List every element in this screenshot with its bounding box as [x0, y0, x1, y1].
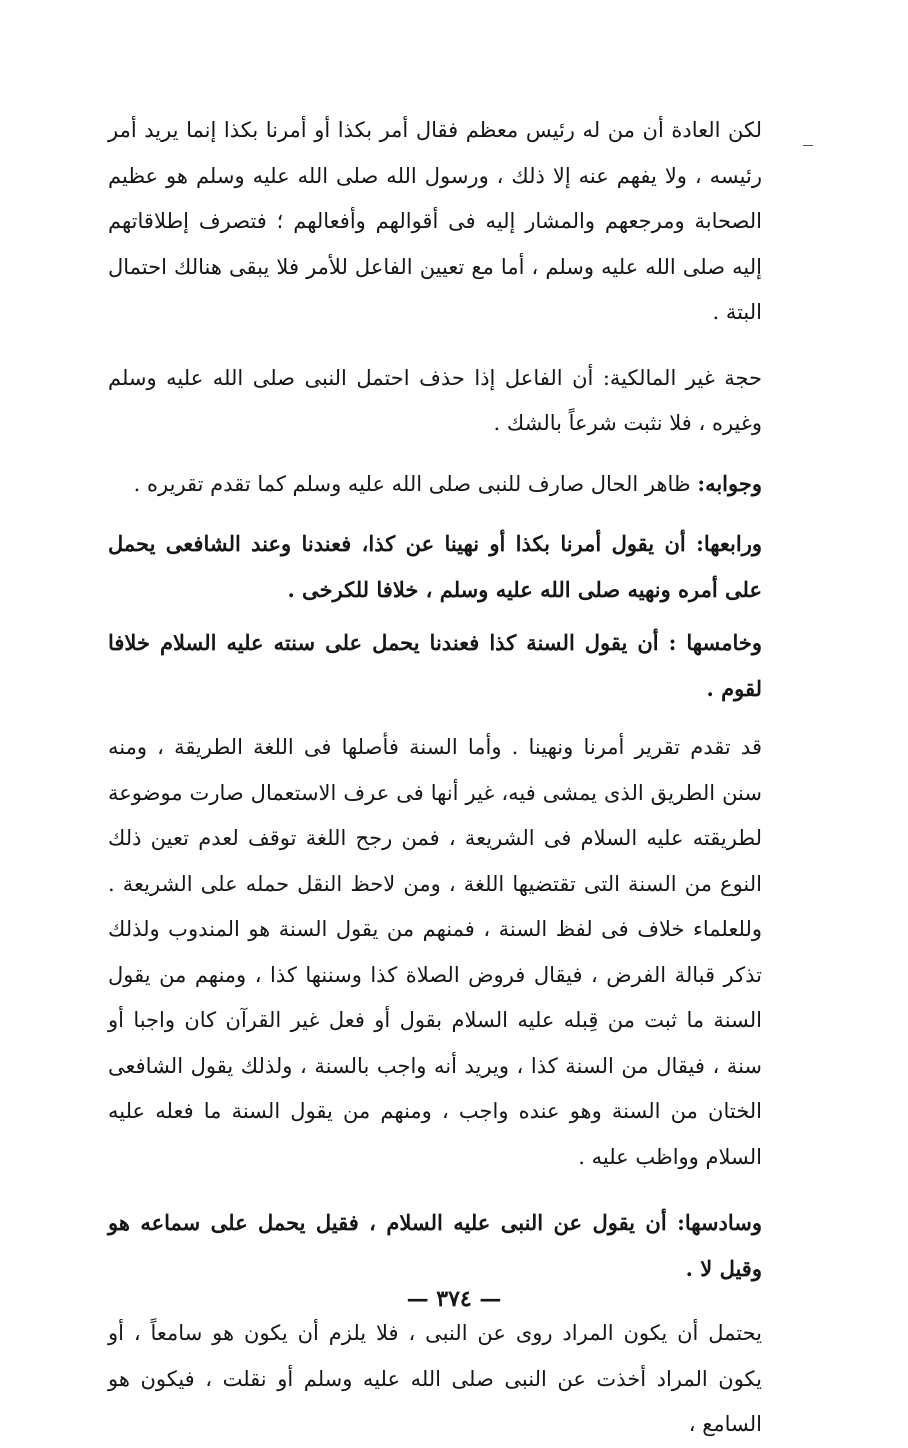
margin-mark — [803, 145, 813, 146]
paragraph-5 — [108, 620, 762, 711]
paragraph-4 — [108, 521, 762, 612]
paragraph-3-text: ظاهر الحال صارف للنبى صلى الله عليه وسلم كما تقدم تقريره . — [133, 471, 698, 496]
paragraph-8 — [108, 1311, 762, 1448]
paragraph-3 — [108, 461, 762, 508]
page-number: — ٣٧٤ — — [406, 1286, 502, 1312]
paragraph-4-text: ورابعها: أن يقول أمرنا بكذا أو نهينا عن كذا، فعندنا وعند الشافعى يحمل على أمره ونهيه صلى الله عليه وسلم ، خلافا للكرخى . — [108, 531, 762, 602]
paragraph-7-text: وسادسها: أن يقول عن النبى عليه السلام ، فقيل يحمل على سماعه هو وقيل لا . — [108, 1210, 762, 1281]
paragraph-2 — [108, 356, 762, 447]
paragraph-7 — [108, 1200, 762, 1291]
paragraph-6 — [108, 725, 762, 1180]
paragraph-1-text: لكن العادة أن من له رئيس معظم فقال أمر بكذا أو أمرنا بكذا إنما يريد أمر رئيسه ، ولا يفهم عنه إلا ذلك ، ورسول الله صلى الله عليه وسلم هو عظيم الصحابة ومرجعهم والمشار إليه فى أقوالهم وأفعالهم ؛ فتصرف إطلاقاتهم إليه صلى الله عليه وسلم ، أما مع تعيين الفاعل للأمر فلا يبقى هنالك احتمال البتة . — [108, 118, 762, 324]
paragraph-2-text: حجة غير المالكية: أن الفاعل إذا حذف احتمل النبى صلى الله عليه وسلم وغيره ، فلا نثبت شرعاً بالشك . — [108, 365, 762, 435]
paragraph-3-lead: وجوابه: — [697, 470, 762, 496]
paragraph-1 — [108, 108, 762, 336]
paragraph-5-text: وخامسها : أن يقول السنة كذا فعندنا يحمل على سنته عليه السلام خلافا لقوم . — [108, 630, 762, 701]
document-page — [108, 108, 762, 1448]
paragraph-8-text: يحتمل أن يكون المراد روى عن النبى ، فلا يلزم أن يكون هو سامعاً ، أو يكون المراد أخذت عن النبى صلى الله عليه وسلم أو نقلت ، فيكون هو السامع ، — [108, 1321, 762, 1436]
paragraph-6-text: قد تقدم تقرير أمرنا ونهينا . وأما السنة فأصلها فى اللغة الطريقة ، ومنه سنن الطريق الذى يمشى فيه، غير أنها فى عرف الاستعمال صارت موضوعة لطريقته عليه السلام فى الشريعة ، فمن رجح اللغة توقف لعدم تعين ذلك النوع من السنة التى تقتضيها اللغة ، ومن لاحظ النقل حمله على الشريعة . وللعلماء خلاف فى لفظ السنة ، فمنهم من يقول السنة هو المندوب ولذلك تذكر قبالة الفرض ، فيقال فروض الصلاة كذا وسننها كذا ، ومنهم من يقول السنة ما ثبت من قِبله عليه السلام بقول أو فعل غير القرآن كان واجبا أو سنة ، فيقال من السنة كذا ، ويريد أنه واجب بالسنة ، ولذلك يقول الشافعى الختان من السنة وهو عنده واجب ، ومنهم من يقول السنة ما فعله عليه السلام وواظب عليه . — [108, 735, 763, 1169]
